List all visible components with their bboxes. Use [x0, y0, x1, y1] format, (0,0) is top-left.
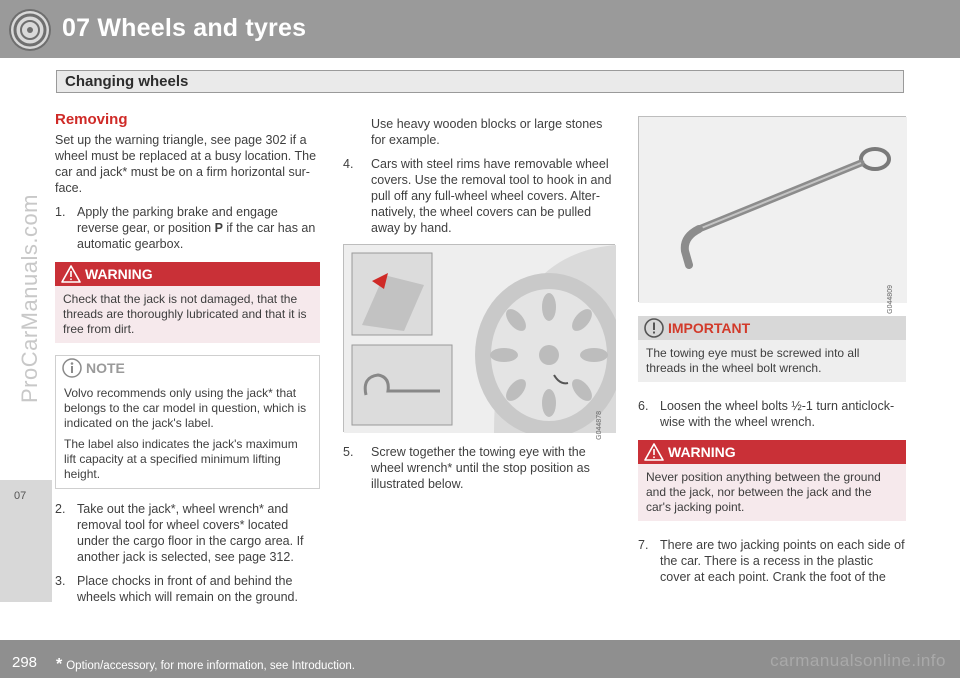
vertical-watermark: ProCarManuals.com: [17, 193, 42, 403]
chapter-header: [0, 0, 960, 58]
footnote-star: *: [56, 656, 63, 673]
warning-text: Check that the jack is not damaged, that the threads are thoroughly lubricated and that it is free from dirt.: [55, 286, 320, 343]
step-number: 7.: [638, 538, 649, 552]
step-text: Cars with steel rims have removable wheel covers. Use the removal tool to hook in and pull off any full-wheel wheel covers. Alter-natively, the wheel covers can be pulled away by hand.: [371, 157, 612, 235]
warning-box: [55, 262, 320, 343]
page-number: 298: [12, 654, 38, 671]
step-3: [55, 573, 320, 605]
warning-triangle-icon: [61, 264, 81, 284]
info-icon: [62, 358, 82, 378]
important-label: IMPORTANT: [668, 320, 751, 336]
important-box: [638, 316, 906, 382]
step-text: Take out the jack*, wheel wrench* and removal tool for wheel covers* located under the cargo floor in the cargo area. If another jack is selected, see page 312.: [77, 502, 304, 564]
step-number: 6.: [638, 399, 649, 413]
footer-watermark: carmanualsonline.info: [770, 651, 946, 670]
figure-code: G044809: [887, 285, 894, 314]
towing-eye-illustration: [638, 116, 906, 314]
warning-triangle-icon: [644, 442, 664, 462]
wheel-cover-drawing: [344, 245, 616, 433]
step-4: [343, 156, 615, 236]
chapter-title: 07 Wheels and tyres: [62, 14, 307, 42]
step-number: 5.: [343, 445, 354, 459]
step-7: [638, 537, 906, 585]
section-title: Changing wheels: [65, 73, 189, 90]
step-1: [55, 204, 320, 252]
step-text: Apply the parking brake and engage reverse gear, or position P if the car has an automatic gearbox.: [77, 205, 316, 251]
intro-paragraph: Set up the warning triangle, see page 302 if a wheel must be replaced at a busy location. The car and jack* must be on a firm horizontal sur-face.: [55, 133, 317, 195]
side-chapter-number: 07: [14, 490, 27, 502]
wheel-icon: [8, 8, 52, 52]
removing-heading: Removing: [55, 111, 128, 128]
step-5: [343, 444, 615, 492]
footnote: [56, 656, 355, 674]
step-number: 1.: [55, 205, 66, 219]
column-2: [343, 116, 615, 500]
note-text-2: The label also indicates the jack's maximum lift capacity at a specified minimum lifting height.: [64, 437, 298, 481]
warning-label: WARNING: [85, 266, 153, 282]
column-1: [55, 112, 320, 613]
wheel-cover-illustration: [343, 244, 615, 440]
step-number: 3.: [55, 574, 66, 588]
note-label: NOTE: [86, 360, 125, 376]
note-box: [55, 355, 320, 489]
section-bar: [56, 70, 904, 93]
footnote-text: Option/accessory, for more information, see Introduction.: [66, 660, 355, 672]
step-6: [638, 398, 906, 430]
step-number: 4.: [343, 157, 354, 171]
page-footer: [0, 640, 960, 678]
step-number: 2.: [55, 502, 66, 516]
towing-eye-drawing: [639, 117, 907, 303]
warning-label: WARNING: [668, 444, 736, 460]
note-text-1: Volvo recommends only using the jack* that belongs to the car model in question, which is indicated on the jack's label.: [64, 386, 307, 430]
step-text: Place chocks in front of and behind the wheels which will remain on the ground.: [77, 574, 298, 604]
step-text: Screw together the towing eye with the wheel wrench* until the stop position as illustrated below.: [371, 445, 590, 491]
step-text: There are two jacking points on each side of the car. There is a recess in the plastic cover at each point. Crank the foot of the: [660, 538, 905, 584]
warning-box-2: [638, 440, 906, 521]
exclamation-icon: [644, 318, 664, 338]
warning-text: Never position anything between the ground and the jack, nor between the jack and the car's jacking point.: [638, 464, 906, 521]
step-3-continued: Use heavy wooden blocks or large stones for example.: [371, 117, 603, 147]
important-text: The towing eye must be screwed into all threads in the wheel bolt wrench.: [638, 340, 906, 382]
figure-code: G044878: [596, 411, 603, 440]
step-2: [55, 501, 320, 565]
step-text: Loosen the wheel bolts ½-1 turn anticlock-wise with the wheel wrench.: [660, 399, 895, 429]
column-3: [638, 112, 906, 593]
